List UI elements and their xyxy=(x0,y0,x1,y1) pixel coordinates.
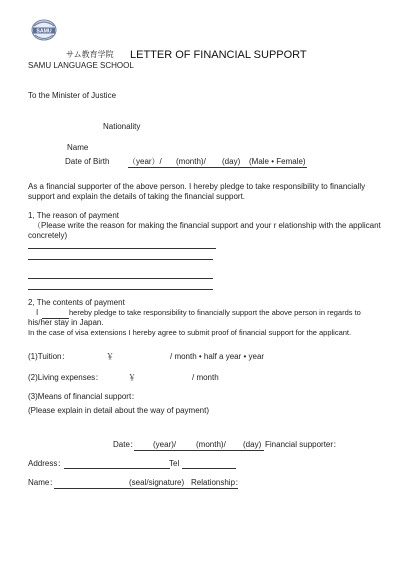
address-underline[interactable] xyxy=(64,468,170,469)
school-name-japanese: サム教育学院 xyxy=(66,50,114,59)
seal-label: (seal/signature) xyxy=(129,478,185,487)
reason-heading: 1, The reason of payment xyxy=(28,211,120,220)
supporter-label: Financial supporter： xyxy=(265,440,342,449)
living-yen: ￥ xyxy=(128,373,136,382)
pledge-text: hereby pledge to take responsibility to financially support the above person in regards to xyxy=(69,308,361,317)
means-instruction: (Please explain in detail about the way of payment) xyxy=(28,406,209,415)
addressee: To the Minister of Justice xyxy=(28,91,117,100)
reason-instruction-2: concretely) xyxy=(28,231,68,240)
date-month: (month)/ xyxy=(196,440,226,449)
date-label: Date： xyxy=(113,440,138,449)
means-label: (3)Means of financial support： xyxy=(28,392,140,401)
pledge-line-3: In the case of visa extensions I hereby agree to submit proof of financial support for the applicant. xyxy=(28,328,352,337)
name-label: Name xyxy=(67,143,89,152)
school-name-english: SAMU LANGUAGE SCHOOL xyxy=(28,61,134,70)
tel-underline[interactable] xyxy=(182,468,236,469)
pledge-start: I xyxy=(36,308,39,317)
dob-sex: (Male • Female) xyxy=(249,157,306,166)
tuition-yen: ￥ xyxy=(106,352,114,361)
intro-line-1: As a financial supporter of the above person. I hereby pledge to take responsibility to financially xyxy=(28,182,366,191)
relationship-label: Relationship： xyxy=(191,478,244,487)
reason-instruction-1: （Please write the reason for making the financial support and your r elationship with the applicant xyxy=(33,221,381,230)
school-logo-icon xyxy=(31,17,57,43)
dob-year: （year）/ xyxy=(128,157,162,166)
name-sign-label: Name： xyxy=(28,478,58,487)
pledge-line-2: his/her stay in Japan. xyxy=(28,318,104,327)
date-year: (year)/ xyxy=(153,440,177,449)
svg-text:SAMU: SAMU xyxy=(36,28,52,35)
reason-line-2[interactable] xyxy=(28,259,213,260)
tuition-label: (1)Tuition： xyxy=(28,352,70,361)
dob-day: (day) xyxy=(222,157,241,166)
dob-underline xyxy=(128,167,307,168)
tel-label: Tel xyxy=(169,459,180,468)
address-label: Address： xyxy=(28,459,66,468)
date-day: (day) xyxy=(243,440,262,449)
date-underline[interactable] xyxy=(134,450,264,451)
name-sign-underline[interactable] xyxy=(54,488,238,489)
dob-month: (month)/ xyxy=(176,157,206,166)
reason-line-4[interactable] xyxy=(28,289,213,290)
nationality-label: Nationality xyxy=(103,122,141,131)
living-period: / month xyxy=(192,373,219,382)
living-label: (2)Living expenses： xyxy=(28,373,104,382)
tuition-period: / month • half a year • year xyxy=(170,352,265,361)
reason-line-1[interactable] xyxy=(28,248,216,249)
contents-heading: 2, The contents of payment xyxy=(28,298,125,307)
reason-line-3[interactable] xyxy=(28,278,213,279)
dob-label: Date of Birth xyxy=(65,157,110,166)
page-title: LETTER OF FINANCIAL SUPPORT xyxy=(130,49,307,61)
intro-line-2: support and explain the details of taking the financial support. xyxy=(28,192,246,201)
